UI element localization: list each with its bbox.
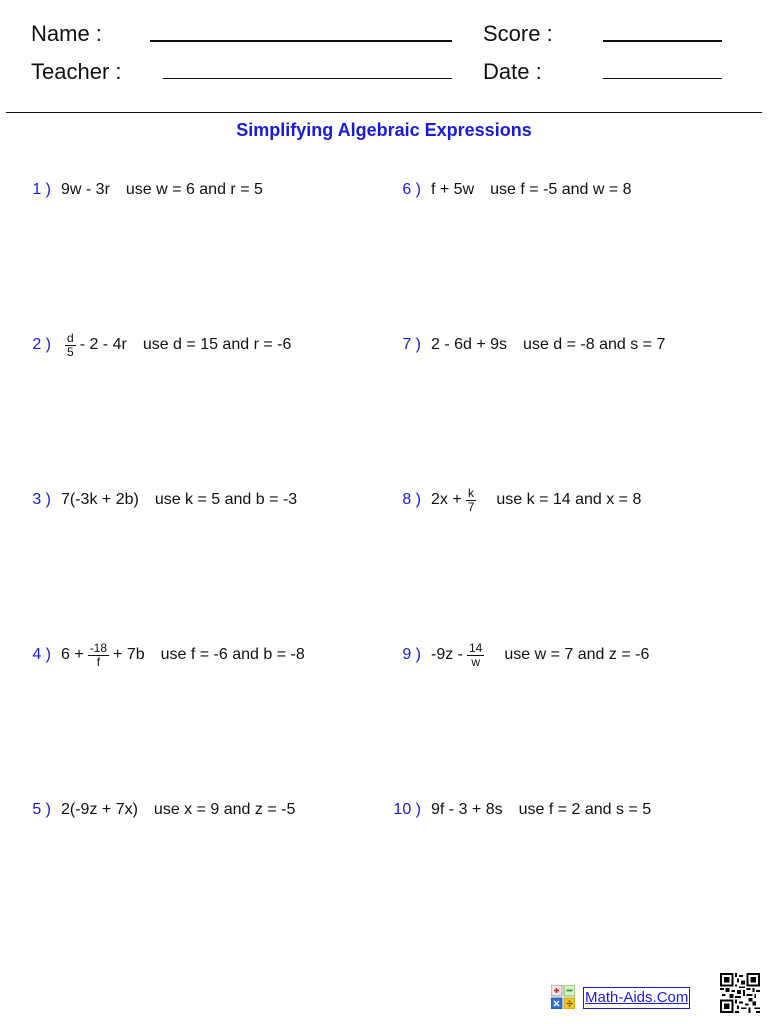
expression: 2 - 6d + 9s [431,336,508,353]
date-field-line[interactable] [603,78,722,79]
problem-4 [31,635,305,675]
substitution: use w = 6 and r = 5 [125,181,263,198]
fraction-denominator: 7 [467,499,475,514]
problem-6 [391,170,632,210]
problem-5 [31,790,295,830]
problem-7 [391,325,665,365]
problem-number: 5 ) [32,801,51,818]
substitution: use w = 7 and z = -6 [504,646,650,663]
substitution: use d = 15 and r = -6 [142,336,292,353]
problem-2 [31,325,291,365]
problem-number: 2 ) [32,336,51,353]
substitution: use k = 5 and b = -3 [154,491,298,508]
problem-number: 8 ) [402,491,421,508]
expression: 9f - 3 + 8s [431,801,503,818]
problem-10 [391,790,651,830]
problem-number: 4 ) [32,646,51,663]
expression: 6 + [61,646,84,663]
score-field-line[interactable] [603,40,722,42]
math-aids-link[interactable]: Math-Aids.Com [583,987,690,1009]
worksheet-title: Simplifying Algebraic Expressions [236,120,532,140]
fraction [466,487,477,514]
problem-number: 3 ) [32,491,51,508]
substitution: use f = -5 and w = 8 [490,181,632,198]
problem-9 [391,635,649,675]
teacher-label: Teacher : [31,59,122,84]
teacher-field-line[interactable] [163,78,452,79]
fraction-denominator: 5 [67,344,74,359]
expression: 7(-3k + 2b) [61,491,139,508]
substitution: use f = -6 and b = -8 [160,646,305,663]
fraction [88,642,109,669]
problem-number: 10 ) [393,801,421,818]
fraction-denominator: w [471,654,481,669]
problem-number: 1 ) [32,181,51,198]
problem-1 [31,170,263,210]
qr-code-icon [720,973,760,1013]
expression: 2(-9z + 7x) [61,801,138,818]
problem-3 [31,480,297,520]
expression: f + 5w [431,181,475,198]
problem-number: 7 ) [402,336,421,353]
fraction-numerator: 14 [469,640,483,655]
fraction-numerator: -18 [89,640,108,655]
substitution: use f = 2 and s = 5 [518,801,652,818]
substitution: use x = 9 and z = -5 [153,801,296,818]
score-label: Score : [483,21,553,46]
fraction [65,332,76,359]
substitution: use k = 14 and x = 8 [496,491,642,508]
problem-8 [391,480,641,520]
fraction [467,642,484,669]
expression: -9z - [431,646,463,663]
expression-tail: + 7b [113,646,145,663]
name-label: Name : [31,21,102,46]
substitution: use d = -8 and s = 7 [523,336,666,353]
expression: 9w - 3r [61,181,110,198]
expression: 2x + [431,491,462,508]
calculator-icon [551,985,575,1009]
problem-number: 9 ) [402,646,421,663]
fraction-denominator: f [96,654,101,669]
problem-number: 6 ) [402,181,421,198]
fraction-numerator: d [67,330,74,345]
expression: - 2 - 4r [79,336,127,353]
header-divider [6,112,762,113]
name-field-line[interactable] [150,40,452,42]
date-label: Date : [483,59,542,84]
fraction-numerator: k [468,485,475,500]
